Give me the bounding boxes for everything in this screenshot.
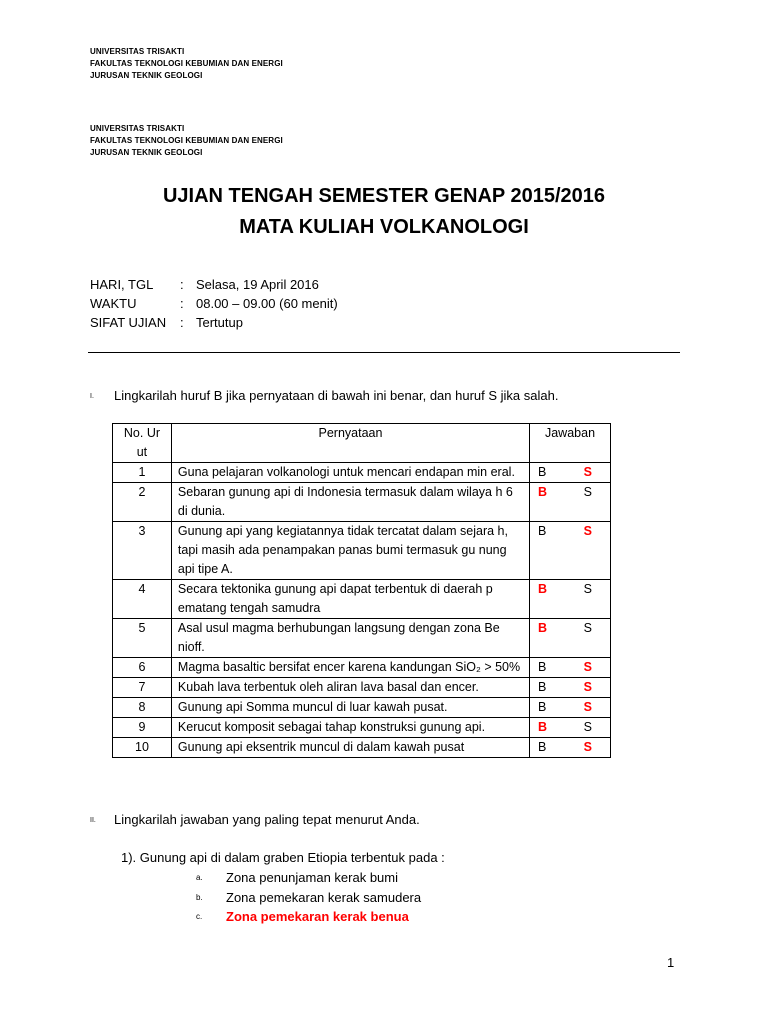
answer-b[interactable]: B bbox=[538, 465, 547, 479]
faculty-name: FAKULTAS TEKNOLOGI KEBUMIAN DAN ENERGI bbox=[90, 136, 283, 145]
info-value: Tertutup bbox=[196, 315, 243, 330]
institution-header-1 bbox=[90, 46, 283, 82]
answer-b[interactable]: B bbox=[538, 680, 547, 694]
table-row bbox=[113, 698, 611, 718]
option-text: Zona pemekaran kerak samudera bbox=[226, 889, 422, 905]
section-1-instruction bbox=[90, 387, 558, 406]
info-label: HARI, TGL bbox=[90, 277, 154, 292]
exam-info bbox=[90, 275, 338, 332]
answer-s[interactable]: S bbox=[583, 660, 592, 674]
table-row bbox=[113, 619, 611, 658]
answer-s[interactable]: S bbox=[583, 465, 592, 479]
row-statement: Gunung api yang kegiatannya tidak tercatat dalam sejara h, tapi masih ada penampakan panas bumi termasuk gu nung api tipe A. bbox=[171, 522, 529, 580]
answer-s[interactable]: S bbox=[583, 485, 592, 499]
row-answer bbox=[530, 522, 611, 580]
section-number: II. bbox=[90, 816, 96, 824]
info-row-type bbox=[90, 313, 338, 332]
answer-s[interactable]: S bbox=[583, 621, 592, 635]
department-name: JURUSAN TEKNIK GEOLOGI bbox=[90, 148, 203, 157]
answer-s[interactable]: S bbox=[583, 720, 592, 734]
option-a[interactable] bbox=[196, 868, 421, 888]
course-title: MATA KULIAH VOLKANOLOGI bbox=[239, 216, 529, 238]
row-number: 10 bbox=[113, 738, 172, 758]
row-statement: Sebaran gunung api di Indonesia termasuk dalam wilaya h 6 di dunia. bbox=[171, 483, 529, 522]
answer-s[interactable]: S bbox=[583, 680, 592, 694]
row-number: 5 bbox=[113, 619, 172, 658]
university-name: UNIVERSITAS TRISAKTI bbox=[90, 47, 185, 56]
answer-b[interactable]: B bbox=[538, 700, 547, 714]
option-letter: a. bbox=[196, 873, 203, 882]
table-row bbox=[113, 678, 611, 698]
page-number: 1 bbox=[667, 955, 675, 970]
answer-s[interactable]: S bbox=[583, 700, 592, 714]
answer-b[interactable]: B bbox=[538, 485, 548, 499]
option-letter: c. bbox=[196, 912, 203, 921]
option-b[interactable] bbox=[196, 888, 421, 908]
table-row bbox=[113, 658, 611, 678]
row-number: 3 bbox=[113, 522, 172, 580]
answer-b[interactable]: B bbox=[538, 524, 547, 538]
info-colon: : bbox=[180, 315, 184, 330]
info-row-date bbox=[90, 275, 338, 294]
row-answer bbox=[530, 463, 611, 483]
institution-header-2 bbox=[90, 123, 283, 159]
answer-s[interactable]: S bbox=[583, 740, 592, 754]
option-text: Zona pemekaran kerak benua bbox=[226, 909, 409, 924]
info-label: SIFAT UJIAN bbox=[90, 315, 167, 330]
row-number: 1 bbox=[113, 463, 172, 483]
true-false-table bbox=[112, 423, 611, 758]
row-number: 8 bbox=[113, 698, 172, 718]
table-row bbox=[113, 718, 611, 738]
row-answer bbox=[530, 619, 611, 658]
option-text: Zona penunjaman kerak bumi bbox=[226, 870, 398, 885]
exam-title: UJIAN TENGAH SEMESTER GENAP 2015/2016 bbox=[162, 185, 605, 207]
row-number: 9 bbox=[113, 718, 172, 738]
row-number: 2 bbox=[113, 483, 172, 522]
answer-b[interactable]: B bbox=[538, 621, 548, 635]
answer-b[interactable]: B bbox=[538, 660, 547, 674]
row-statement: Kubah lava terbentuk oleh aliran lava basal dan encer. bbox=[171, 678, 529, 698]
question-1-options bbox=[196, 868, 421, 927]
table-header-row bbox=[113, 424, 611, 463]
info-value: Selasa, 19 April 2016 bbox=[196, 277, 319, 292]
option-c[interactable] bbox=[196, 907, 421, 927]
table-row bbox=[113, 483, 611, 522]
table-row bbox=[113, 463, 611, 483]
row-number: 7 bbox=[113, 678, 172, 698]
row-statement: Guna pelajaran volkanologi untuk mencari endapan min eral. bbox=[171, 463, 529, 483]
row-answer bbox=[530, 738, 611, 758]
answer-b[interactable]: B bbox=[538, 720, 548, 734]
section-number: I. bbox=[90, 392, 94, 400]
info-colon: : bbox=[180, 277, 184, 292]
divider bbox=[88, 352, 680, 353]
row-answer bbox=[530, 718, 611, 738]
table-row bbox=[113, 580, 611, 619]
section-2-instruction bbox=[90, 811, 420, 830]
question-1-text: 1). Gunung api di dalam graben Etiopia terbentuk pada : bbox=[121, 850, 445, 865]
university-name: UNIVERSITAS TRISAKTI bbox=[90, 124, 185, 133]
row-statement: Asal usul magma berhubungan langsung dengan zona Be nioff. bbox=[171, 619, 529, 658]
info-label: WAKTU bbox=[90, 296, 137, 311]
row-statement: Secara tektonika gunung api dapat terbentuk di daerah p ematang tengah samudra bbox=[171, 580, 529, 619]
row-answer bbox=[530, 658, 611, 678]
info-row-time bbox=[90, 294, 338, 313]
row-statement: Gunung api eksentrik muncul di dalam kawah pusat bbox=[171, 738, 529, 758]
row-answer bbox=[530, 678, 611, 698]
department-name: JURUSAN TEKNIK GEOLOGI bbox=[90, 71, 203, 80]
row-answer bbox=[530, 483, 611, 522]
answer-b[interactable]: B bbox=[538, 582, 548, 596]
info-value: 08.00 – 09.00 (60 menit) bbox=[196, 296, 338, 311]
answer-s[interactable]: S bbox=[583, 582, 592, 596]
instruction-text: Lingkarilah jawaban yang paling tepat menurut Anda. bbox=[114, 812, 420, 827]
row-number: 6 bbox=[113, 658, 172, 678]
table-row bbox=[113, 738, 611, 758]
header-statement: Pernyataan bbox=[171, 424, 529, 463]
row-answer bbox=[530, 580, 611, 619]
row-statement: Magma basaltic bersifat encer karena kandungan SiO₂ > 50% bbox=[171, 658, 529, 678]
answer-s[interactable]: S bbox=[583, 524, 592, 538]
row-number: 4 bbox=[113, 580, 172, 619]
row-statement: Gunung api Somma muncul di luar kawah pusat. bbox=[171, 698, 529, 718]
option-letter: b. bbox=[196, 892, 203, 902]
answer-b[interactable]: B bbox=[538, 740, 547, 754]
instruction-text: Lingkarilah huruf B jika pernyataan di bawah ini benar, dan huruf S jika salah. bbox=[114, 388, 559, 403]
table-row bbox=[113, 522, 611, 580]
faculty-name: FAKULTAS TEKNOLOGI KEBUMIAN DAN ENERGI bbox=[90, 59, 283, 68]
row-answer bbox=[530, 698, 611, 718]
info-colon: : bbox=[180, 296, 184, 311]
row-statement: Kerucut komposit sebagai tahap konstruksi gunung api. bbox=[171, 718, 529, 738]
header-no: No. Ur ut bbox=[113, 424, 172, 463]
header-answer: Jawaban bbox=[530, 424, 611, 463]
